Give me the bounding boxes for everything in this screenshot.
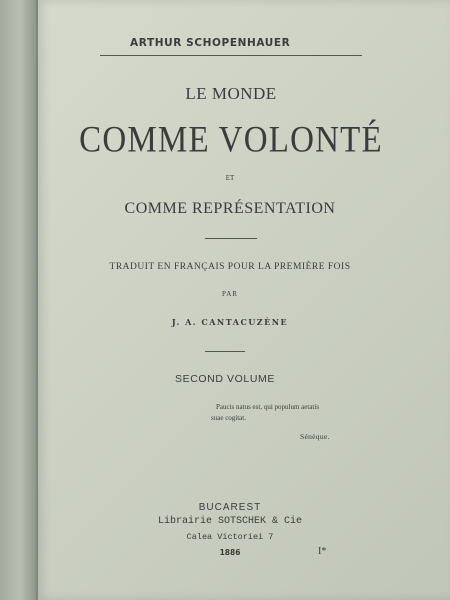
- title-joiner: ET: [225, 174, 235, 182]
- imprint-year: 1886: [219, 548, 241, 557]
- signature-mark: I*: [318, 546, 327, 557]
- epigraph-line-1: Paucis natus est, qui populum aetatis: [216, 403, 320, 411]
- title-line-3: COMME REPRÉSENTATION: [124, 200, 336, 217]
- by-label: PAR: [222, 290, 238, 298]
- volume-label: SECOND VOLUME: [175, 373, 275, 385]
- translation-note: TRADUIT EN FRANÇAIS POUR LA PREMIÈRE FOIS: [109, 262, 351, 272]
- imprint-address: Calea Victoriei 7: [186, 532, 274, 542]
- title-line-1: LE MONDE: [185, 84, 277, 103]
- header-rule: [100, 55, 362, 56]
- imprint-publisher: Librairie SOTSCHEK & Cie: [157, 516, 303, 527]
- epigraph-line-2: suae cogitat.: [211, 414, 246, 422]
- author-name: ARTHUR SCHOPENHAUER: [130, 37, 291, 49]
- imprint-city: BUCAREST: [198, 502, 262, 513]
- separator-rule-1: [205, 238, 257, 239]
- title-line-2: COMME VOLONTÉ: [79, 120, 383, 161]
- translator-name: J. A. CANTACUZÈNE: [171, 317, 289, 327]
- epigraph-author: Sénèque.: [300, 432, 330, 441]
- separator-rule-2: [205, 351, 245, 352]
